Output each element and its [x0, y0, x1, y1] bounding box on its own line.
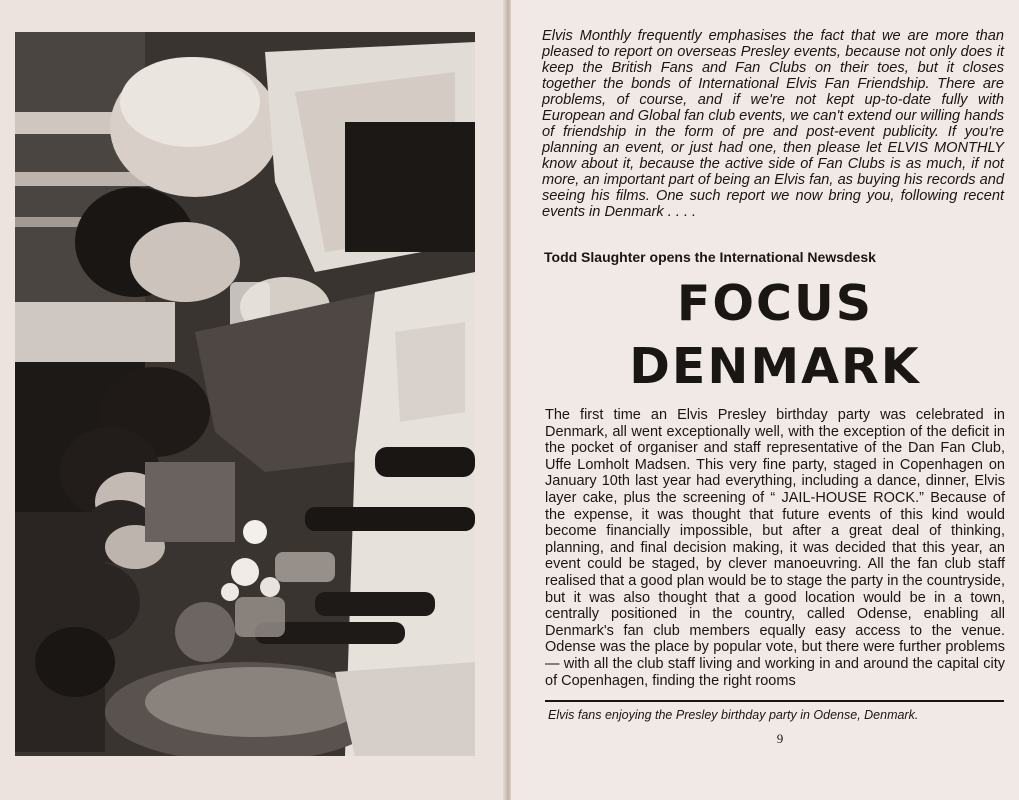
- headline-focus: FOCUS: [676, 275, 874, 332]
- photograph-icon: [15, 32, 475, 756]
- intro-paragraph: Elvis Monthly frequently emphasises the fact that we are more than pleased to report on overseas Presley events, because not only does it keep the British Fans and Fan Clubs on their toes, but it closes together the bonds of International Elvis Fan Friendship. There are problems, of course, and if we're not kept up-to-date fully with European and Global fan club events, we can't extend our willing hands of friendship in the form of pre and post-event publicity. If you're planning an event, or just had one, then please let ELVIS MONTHLY know about it, because the active side of Fan Clubs is as much, if not more, an important part of being an Elvis fan, as buying his records and seeing his films. One such report we now bring you, following recent events in Denmark . . . .: [542, 28, 1004, 220]
- page-number: 9: [776, 731, 784, 746]
- byline: Todd Slaughter opens the International Newsdesk: [544, 249, 876, 265]
- headline-denmark: DENMARK: [629, 338, 921, 395]
- photo-caption: Elvis fans enjoying the Presley birthday party in Odense, Denmark.: [548, 708, 919, 722]
- article-body: The first time an Elvis Presley birthday party was celebrated in Denmark, all went exceptionally well, with the exception of the deficit in the pocket of organiser and staff representative of the Dan Fan Club, Uffe Lomholt Madsen. This very fine party, staged in Copenhagen on January 10th last year had everything, including a dance, dinner, Elvis layer cake, plus the screening of “ JAIL-HOUSE ROCK.” Because of the expense, it was thought that future events of this kind would become financially impossible, but after a great deal of thinking, planning, and final decision making, it was decided that this year, an event could be staged, by clever manoeuvring. All the fan club staff realised that a good plan would be to stage the party in the countryside, but it was also thought that a good location would be in a town, centrally positioned in the country, called Odense, enabling all Denmark's fan club members equally easy access to the venue. Odense was the place by popular vote, but there were further problems — with all the club staff living and working in and around the capital city of Copenhagen, finding the right rooms: [545, 407, 1005, 689]
- left-page: [0, 0, 507, 800]
- caption-divider: [545, 700, 1004, 702]
- party-photograph: [15, 32, 475, 756]
